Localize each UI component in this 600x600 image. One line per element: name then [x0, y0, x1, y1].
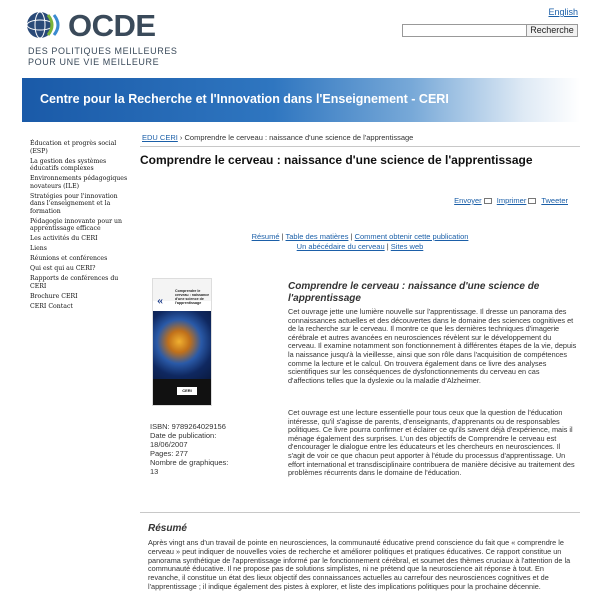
pages: Pages: 277 — [150, 449, 188, 458]
section-nav-line-1: Résumé | Table des matières | Comment obtenir cette publication — [251, 232, 469, 241]
logo-word: OCDE — [68, 8, 156, 43]
quote-mark-icon: « — [157, 293, 163, 307]
graphs-value: 13 — [150, 467, 159, 476]
book-cover[interactable] — [152, 278, 212, 406]
share-bar — [454, 196, 568, 205]
ceri-banner — [22, 78, 580, 122]
resume-text: Après vingt ans d'un travail de pointe en neurosciences, la communauté éducative prend conscience du fait que « comprendre le cerveau » peut indiquer de nouvelles voies de recherche et améliorer politiques et pratiques éducatives. Ce rapport constitue un panorama synthétique de l'apprentissage informé par le fonctionnement cérébral, et soumet des thèmes cruciaux à l'attention de la communauté éducative. Il ne propose pas de solutions simplistes, ni ne prétend que la neuroscience ait réponse à tout. En revanche, il constitue un état des lieux objectif des connaissances actuelles au carrefour des neurosciences cognitives et de l'apprentissage ; il indique également des pistes à explorer, et liste des implications politiques pour la prochaine décennie. — [148, 538, 571, 591]
breadcrumb-current: › Comprendre le cerveau : naissance d'une science de l'apprentissage — [177, 133, 414, 142]
nav-sites-web[interactable]: Sites web — [390, 242, 424, 251]
email-link[interactable]: Envoyer — [454, 196, 482, 205]
breadcrumb — [142, 133, 413, 142]
sidebar-item-systemes[interactable]: La gestion des systèmes éducatifs complexes — [30, 157, 107, 172]
breadcrumb-link-edu-ceri[interactable]: EDU CERI — [142, 133, 178, 142]
description-paragraph-2: Cet ouvrage est une lecture essentielle pour tous ceux que la question de l'éducation intéresse, qu'il s'agisse de parents, d'enseignants, d'apprenants ou de responsables politiques. Ce livre pourra confirmer et éclairer ce qu'ils savent déjà d'expérience, mais il ménage également des surprises. L'un des objectifs de Comprendre le cerveau est d'encourager le dialogue entre les éducateurs et les chercheurs en neurosciences. Il s'agit de voir ce que chacun peut apporter à l'étude du processus d'apprentissage. Un effort international et transdisciplinaire contribuera de manière décisive au traitement des problèmes récurrents dans le domaine de l'éducation. — [288, 408, 575, 478]
brain-image — [153, 311, 211, 379]
sidebar-item-pedagogie[interactable]: Pédagogie innovante pour un apprentissage efficace — [30, 217, 122, 232]
sidebar-item-strategies[interactable]: Stratégies pour l'innovation dans l'enseignement et la formation — [30, 192, 118, 215]
logo-tagline-1: DES POLITIQUES MEILLEURES — [28, 46, 178, 56]
description-paragraph-1: Cet ouvrage jette une lumière nouvelle sur l'apprentissage. Il dresse un panorama des connaissances actuelles et des découvertes dans le domaine des sciences cognitives et de la recherche sur le cerveau. Il montre ce que les dernières techniques d'imagerie cérébrale et autres avancées en neurosciences révèlent sur le développement du cerveau. Il examine notamment son fonctionnement à différentes étapes de la vie, depuis la naissance jusqu'à la vieillesse, ainsi que son rôle dans l'acquisition de compétences comme la lecture et le calcul. On trouvera également dans ce livre des analyses scientifiques sur les conséquences de dysfonctionnements du cerveau en cas d'affections telles que la dyslexie ou la maladie d'Alzheimer. — [288, 307, 577, 385]
resume-title: Résumé — [148, 523, 187, 534]
header — [0, 0, 600, 78]
nav-obtenir[interactable]: Comment obtenir cette publication — [354, 232, 469, 241]
nav-abecedaire[interactable]: Un abécédaire du cerveau — [296, 242, 385, 251]
isbn: ISBN: 9789264029156 — [150, 422, 226, 431]
cover-footer — [153, 379, 211, 405]
graphs-label: Nombre de graphiques: — [150, 458, 229, 467]
oecd-globe-icon — [26, 10, 66, 40]
search-input[interactable] — [402, 24, 527, 37]
sidebar-item-contact[interactable]: CERI Contact — [30, 302, 73, 310]
description-title: Comprendre le cerveau : naissance d'une science de l'apprentissage — [288, 281, 540, 304]
date-value: 18/06/2007 — [150, 440, 188, 449]
search-button[interactable]: Recherche — [526, 24, 578, 37]
language-link[interactable]: English — [548, 7, 578, 17]
sidebar — [30, 140, 130, 313]
cover-badge: CERI — [177, 387, 197, 395]
sidebar-item-rapports[interactable]: Rapports de conférences du CERI — [30, 275, 119, 290]
sidebar-item-qui[interactable]: Qui est qui au CERI? — [30, 265, 96, 272]
oecd-logo[interactable] — [26, 8, 186, 70]
sidebar-item-activites[interactable]: Les activités du CERI — [30, 235, 98, 242]
sidebar-item-liens[interactable]: Liens — [30, 245, 47, 252]
cover-title: Comprendre le cerveau : naissance d'une science de l'apprentissage — [175, 289, 210, 305]
sidebar-item-esp[interactable]: Éducation et progrès social (ESP) — [30, 140, 117, 155]
page-title: Comprendre le cerveau : naissance d'une science de l'apprentissage — [140, 153, 533, 167]
tweet-link[interactable]: Tweeter — [541, 196, 568, 205]
nav-resume[interactable]: Résumé — [251, 232, 280, 241]
email-icon[interactable] — [484, 198, 492, 204]
banner-title: Centre pour la Recherche et l'Innovation dans l'Enseignement - CERI — [40, 92, 449, 106]
sidebar-item-reunions[interactable]: Réunions et conférences — [30, 255, 108, 262]
sidebar-item-brochure[interactable]: Brochure CERI — [30, 292, 78, 300]
sidebar-item-ile[interactable]: Environnements pédagogiques novateurs (ILE) — [30, 175, 128, 190]
resume-section — [140, 512, 580, 600]
logo-tagline-2: POUR UNE VIE MEILLEURE — [28, 57, 160, 67]
print-link[interactable]: Imprimer — [496, 196, 527, 205]
book-meta — [150, 422, 265, 476]
print-icon[interactable] — [528, 198, 536, 204]
section-nav-line-2: Un abécédaire du cerveau | Sites web — [296, 242, 424, 251]
date-label: Date de publication: — [150, 431, 217, 440]
divider — [140, 146, 580, 147]
section-nav — [140, 232, 580, 252]
nav-table-matieres[interactable]: Table des matières — [285, 232, 349, 241]
